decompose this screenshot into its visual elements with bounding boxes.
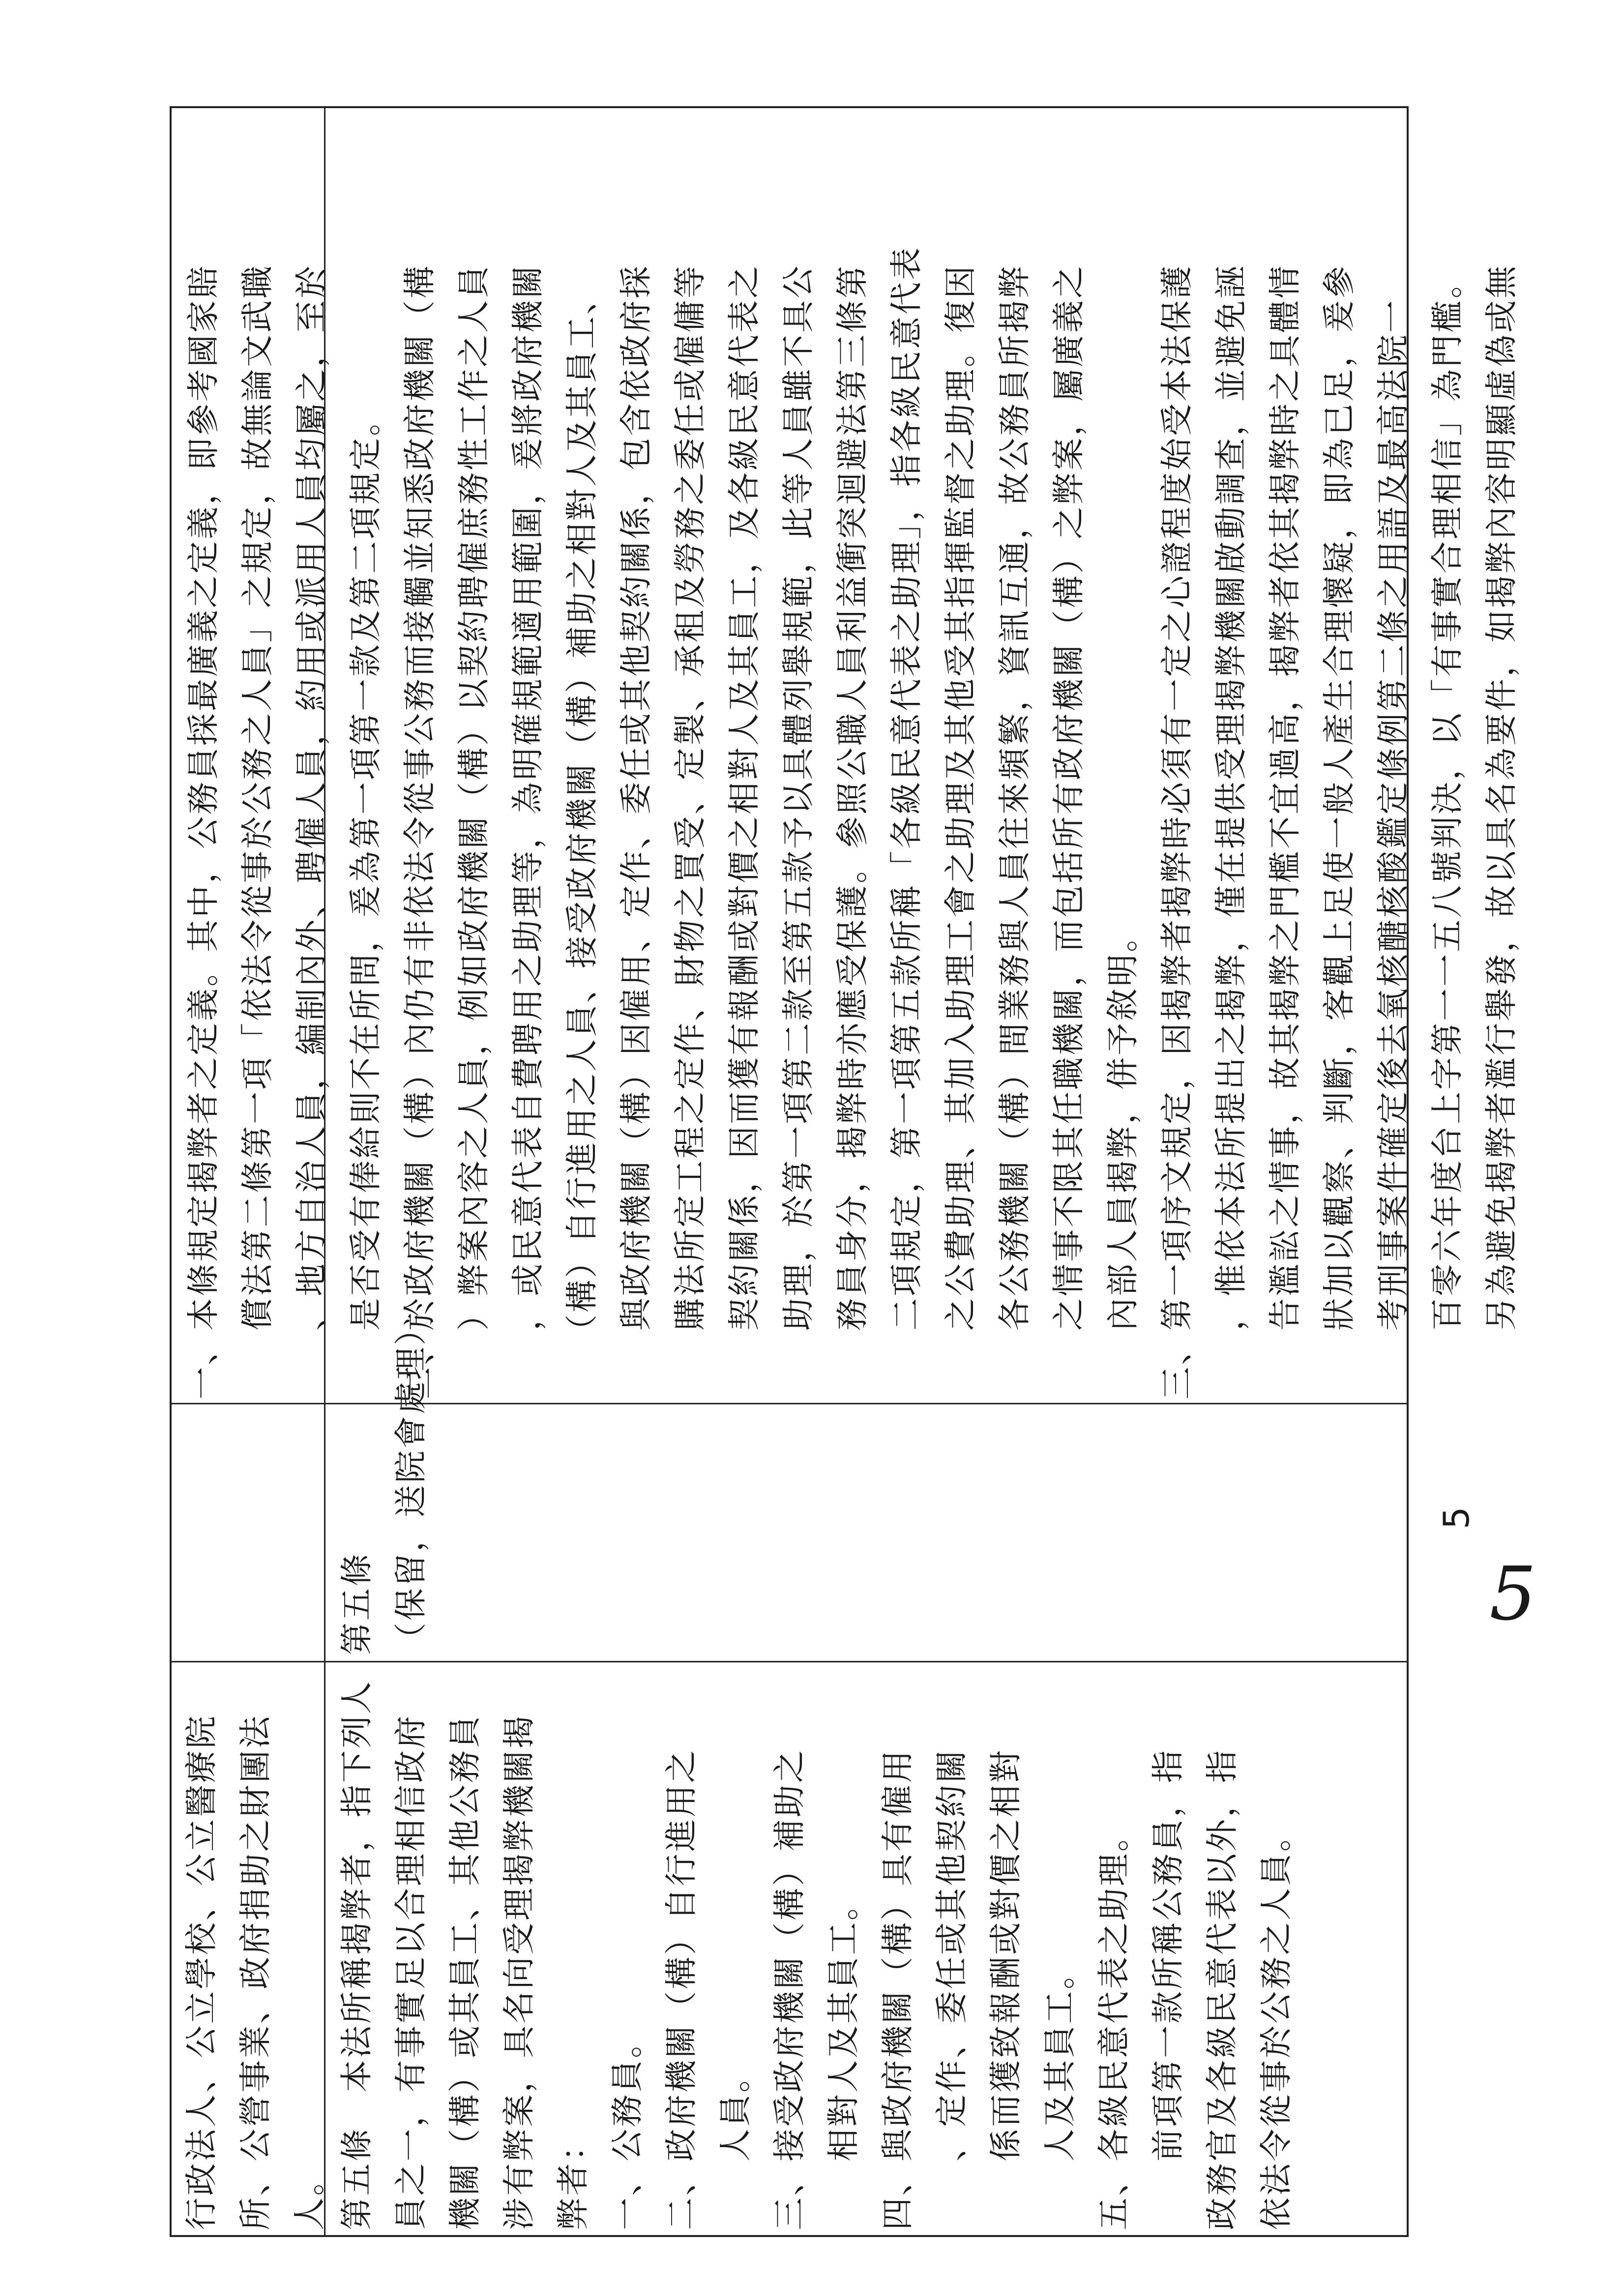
explanation-cell — [177, 112, 1520, 1399]
text-line: 二、政府機關（構）自行進用之 — [662, 1748, 700, 2230]
current-article-cell — [330, 1670, 1407, 2230]
text-line: 一、公務員。 — [608, 2024, 646, 2230]
text-line: ）弊案內容之人員，例如政府機關（構）以契約聘僱庶務性工作之人員 — [455, 264, 493, 1399]
draft-article-title: 第五條 — [338, 1552, 376, 1655]
text-line: 政務官及各級民意代表以外，指 — [1203, 1748, 1241, 2230]
text-line: 涉有弊案，具名向受理揭弊機關揭 — [500, 1714, 538, 2230]
text-line: 與政府機關（構）因僱用、定作、委任或其他契約關係，包含依政府採 — [617, 264, 655, 1399]
text-line: 機關（構）或其員工、其他公務員 — [446, 1714, 484, 2230]
text-line: 之情事不限其任職機關，而包括所有政府機關（構）之弊案，屬廣義之 — [1050, 264, 1088, 1399]
handwritten-page-number: 5 — [1489, 1551, 1536, 1637]
text-line: 契約關係，因而獲有報酬或對價之相對人及其員工，及各級民意代表之 — [725, 264, 763, 1399]
text-line: ，或民意代表自費聘用之助理等，為明確規範適用範圍，爰將政府機關 — [509, 264, 547, 1399]
text-line: 二項規定，第一項第五款所稱「各級民意代表之助理」，指各級民意代表 — [887, 246, 925, 1399]
text-line: ，惟依本法所提出之揭弊，僅在提供受理揭弊機關啟動調查，並避免誣 — [1212, 264, 1250, 1399]
text-line: 另為避免揭弊者濫行舉發，故以具名為要件，如揭弊內容明顯虛偽或無 — [1482, 264, 1520, 1399]
text-line: 員之一，有事實足以合理相信政府 — [392, 1714, 430, 2230]
text-line: 所、公營事業、政府捐助之財團法 — [236, 1714, 274, 2230]
text-line: 三、接受政府機關（構）補助之 — [770, 1748, 808, 2230]
text-line: 內部人員揭弊，併予敘明。 — [1104, 918, 1142, 1399]
text-line: 之公費助理、其加入助理工會之助理及其他受其指揮監督之助理。復因 — [942, 264, 979, 1399]
column-divider-draft — [172, 1403, 1407, 1404]
column-divider-current — [172, 1661, 1407, 1662]
text-line: 務員身分，揭弊時亦應受保護。參照公職人員利益衝突迴避法第三條第 — [833, 264, 871, 1399]
text-line: 行政法人、公立學校、公立醫療院 — [182, 1714, 220, 2230]
text-line: 二、於政府機關（構）內仍有非依法令從事公務而接觸並知悉政府機關（構 — [401, 264, 439, 1399]
text-line: 購法所定工程之定作、財物之買受、定製、承租及勞務之委任或僱傭等 — [671, 264, 709, 1399]
text-line: 依法令從事於公務之人員。 — [1257, 1817, 1295, 2230]
top-strip-cell — [175, 1670, 328, 2230]
draft-article-note: （保留，送院會處理） — [392, 1311, 430, 1655]
text-line: 償法第二條第一項「依法令從事於公務之人員」之規定，故無論文武職 — [238, 264, 276, 1399]
comparison-table — [170, 106, 1520, 2237]
text-line: 考刑事案件確定後去氧核醣核酸鑑定條例第二條之用語及最高法院一 — [1374, 298, 1412, 1399]
text-line: 五、各級民意代表之助理。 — [1095, 1817, 1133, 2230]
text-line: 前項第一款所稱公務員，指 — [1149, 1748, 1187, 2230]
text-line: 四、與政府機關（構）具有僱用 — [879, 1748, 916, 2230]
text-line: 弊者： — [554, 2127, 592, 2230]
text-line: 三、第一項序文規定，因揭弊者揭弊時必須有一定之心證程度始受本法保護 — [1158, 264, 1196, 1399]
text-line: 第五條 本法所稱揭弊者，指下列人 — [338, 1680, 376, 2230]
text-line: 、地方自治人員，編制內外、聘僱人員，約用或派用人員均屬之，至於 — [293, 264, 330, 1399]
text-line: 人及其員工。 — [1041, 1955, 1079, 2230]
text-line: 狀加以觀察、判斷，客觀上足使一般人產生合理懷疑，即為已足，爰參 — [1320, 264, 1358, 1399]
text-line: 是否受有俸給則不在所問，爰為第一項第一款及第二項規定。 — [347, 402, 384, 1399]
text-line: 人。 — [291, 2161, 328, 2230]
text-line: 助理，於第一項第二款至第五款予以具體列舉規範，此等人員雖不具公 — [779, 264, 817, 1399]
text-line: 係而獲致報酬或對價之相對 — [987, 1748, 1025, 2230]
text-line: 一、本條規定揭弊者之定義。其中，公務員採最廣義之定義，即參考國家賠 — [184, 264, 222, 1399]
text-line: 人員。 — [716, 2058, 754, 2230]
text-line: 、定作、委任或其他契約關 — [933, 1748, 971, 2230]
text-line: 各公務機關（構）間業務與人員往來頻繁，資訊互通，故公務員所揭弊 — [996, 264, 1033, 1399]
text-line: （構）自行進用之人員、接受政府機關（構）補助之相對人及其員工、 — [563, 280, 601, 1399]
text-line: 百零六年度台上字第一一五八號判決，以「有事實合理相信」為門檻。 — [1428, 264, 1466, 1399]
text-line: 相對人及其員工。 — [825, 1886, 862, 2230]
draft-article-cell — [330, 1311, 1407, 1655]
page-number: 5 — [1436, 1507, 1477, 1529]
text-line: 告濫訟之情事，故其揭弊之門檻不宜過高，揭弊者依其揭弊時之具體情 — [1266, 264, 1304, 1399]
